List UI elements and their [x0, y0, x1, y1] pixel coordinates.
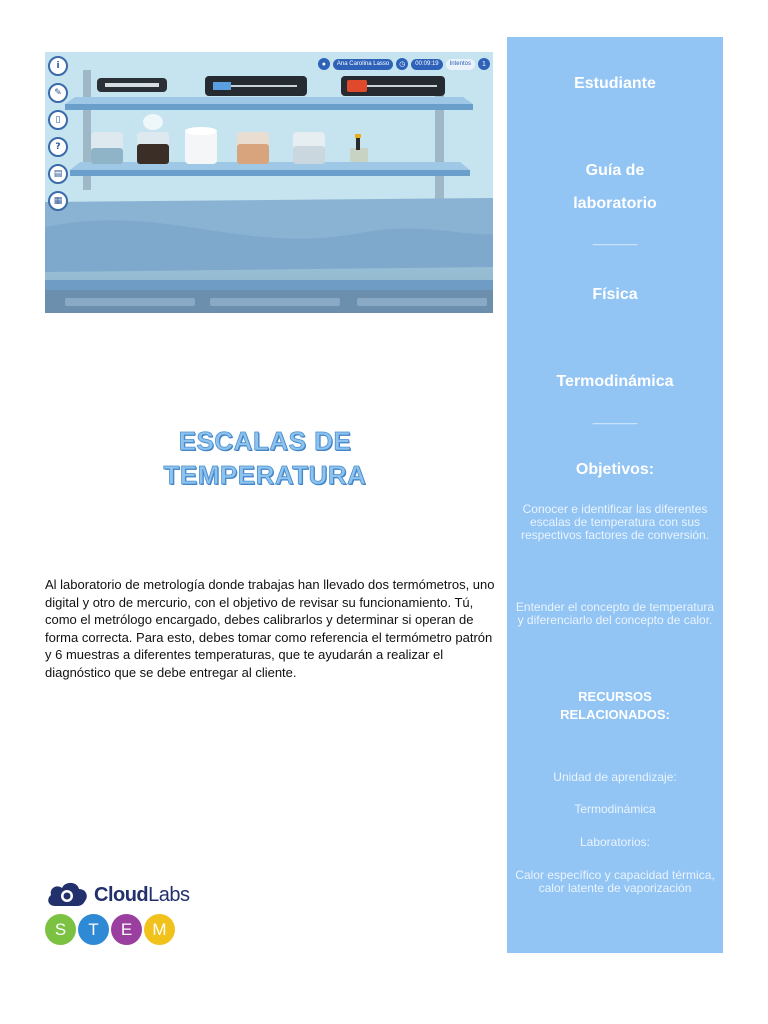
clipboard-icon[interactable]: ▯: [48, 110, 68, 130]
lab-scene[interactable]: [45, 52, 493, 313]
stem-m-badge: M: [144, 914, 175, 945]
unit-label: Unidad de aprendizaje:: [553, 770, 677, 784]
clock-icon: ◷: [396, 58, 408, 70]
stem-badges: [45, 914, 195, 945]
sidebar-subject: Física: [592, 286, 638, 303]
lab-status-bar: [318, 58, 490, 70]
objective-2: Entender el concepto de temperatura y diferenciarlo del concepto de calor.: [515, 600, 715, 627]
attempts-label: Intentos: [446, 59, 475, 70]
sidebar-separator-2: _____: [592, 409, 638, 426]
objective-1: Conocer e identificar las diferentes escalas de temperatura con sus respectivos factores de conversión.: [520, 502, 710, 542]
logo-labs: Labs: [148, 883, 190, 906]
info-icon[interactable]: i: [48, 56, 68, 76]
timer: 00:09:19: [411, 59, 442, 70]
lab-toolbar: [48, 56, 68, 211]
sidebar-student: Estudiante: [574, 75, 656, 92]
unit-link[interactable]: Termodinámica: [574, 802, 656, 816]
labs-label: Laboratorios:: [579, 835, 651, 849]
stem-t-badge: T: [78, 914, 109, 945]
sidebar-guide-line2: laboratorio: [573, 195, 657, 212]
objectives-title: Objetivos:: [575, 461, 655, 478]
calculator-icon[interactable]: ▦: [48, 191, 68, 211]
stem-s-badge: S: [45, 914, 76, 945]
stem-e-badge: E: [111, 914, 142, 945]
info-sidebar: [507, 37, 723, 953]
logo-cloud: Cloud: [94, 883, 149, 906]
document-title: [110, 424, 420, 492]
sidebar-topic: Termodinámica: [556, 373, 674, 390]
user-icon: ●: [318, 58, 330, 70]
logo-wordmark: [94, 884, 190, 907]
pencil-icon[interactable]: ✎: [48, 83, 68, 103]
attempts-count: 1: [478, 58, 490, 70]
cloud-icon: [45, 880, 91, 910]
cloudlabs-logo: [45, 880, 195, 950]
help-icon[interactable]: ?: [48, 137, 68, 157]
title-line-1: ESCALAS DE: [178, 426, 352, 456]
book-icon[interactable]: ▤: [48, 164, 68, 184]
title-line-2: TEMPERATURA: [163, 460, 367, 490]
sidebar-guide-line1: Guía de: [585, 162, 645, 179]
sidebar-separator-1: _____: [592, 230, 638, 247]
resources-title-line2: RELACIONADOS:: [560, 707, 670, 722]
lab-illustration: [45, 52, 493, 313]
user-name: Ana Carolina Lasso: [333, 59, 393, 70]
labs-link[interactable]: Calor específico y capacidad térmica, calor latente de vaporización: [515, 868, 715, 895]
intro-paragraph: Al laboratorio de metrología donde trabajas han llevado dos termómetros, uno digital y otro de mercurio, con el objetivo de revisar su funcionamiento. Tú, como el metrólogo encargado, debes calibrarlos y determinar si operan de forma correcta. Para esto, debes tomar como referencia el termómetro patrón y 6 muestras a diferentes temperaturas, que te ayudarán a realizar el diagnóstico que se debe entregar al cliente.: [45, 577, 495, 680]
resources-title-line1: RECURSOS: [578, 689, 652, 704]
